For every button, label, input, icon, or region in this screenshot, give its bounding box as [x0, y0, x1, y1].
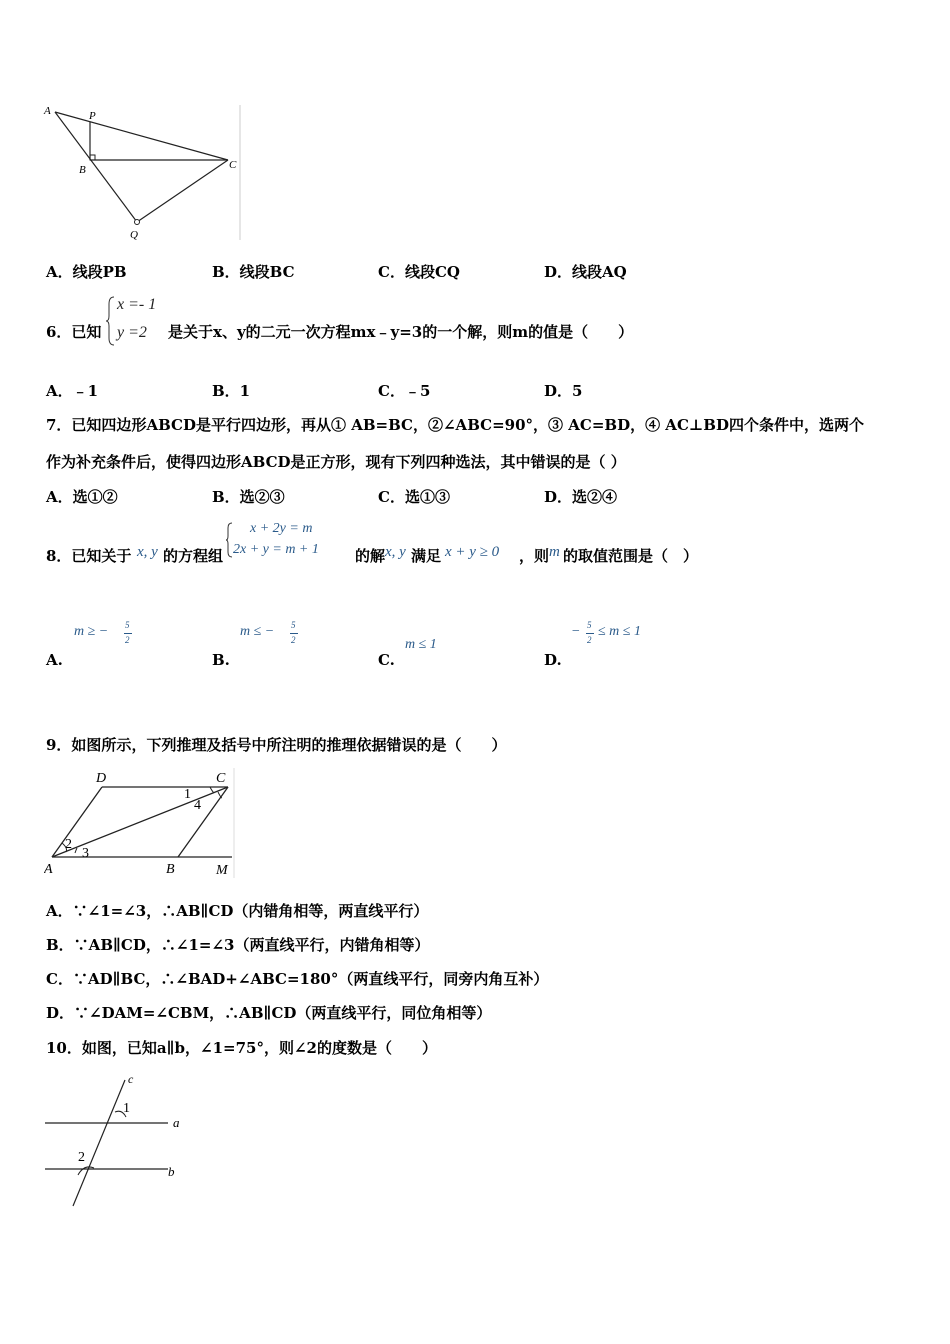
q8-option-a-letter[interactable]: A.: [46, 651, 63, 669]
q7-option-c[interactable]: C．选①③: [378, 488, 450, 506]
q8-option-d-rhs: ≤ m ≤ 1: [598, 624, 641, 639]
q5-line-ac: [55, 112, 228, 160]
q8-stem-part4: 满足: [411, 547, 442, 565]
q7-option-a[interactable]: A．选①②: [46, 488, 118, 506]
q6-option-b[interactable]: B．1: [212, 382, 251, 400]
q10-label-a: a: [173, 1115, 180, 1130]
q10-angle-1: 1: [123, 1101, 130, 1116]
q5-option-a[interactable]: A．线段PB: [46, 263, 127, 281]
q6-eq1: x =- 1: [117, 296, 157, 313]
q8-option-c-letter[interactable]: C.: [378, 651, 395, 669]
q5-line-aq: [55, 112, 137, 222]
q5-option-d[interactable]: D．线段AQ: [544, 263, 627, 281]
q10-label-c: c: [128, 1072, 134, 1086]
q9-figure: [44, 766, 244, 881]
q8-option-a-den: 2: [125, 635, 130, 645]
q8-stem-part3: 的解: [355, 547, 386, 565]
q10-stem: 10．如图，已知a∥b，∠1=75°，则∠2的度数是（ ）: [46, 1039, 437, 1057]
q8-stem-part2: 的方程组: [163, 547, 224, 565]
q9-label-b: B: [166, 862, 175, 877]
q8-option-c-value[interactable]: m ≤ 1: [405, 637, 437, 652]
q5-label-p: P: [89, 110, 96, 122]
q5-figure: [40, 100, 250, 245]
q6-number: 6．已知: [46, 323, 102, 341]
q9-option-b[interactable]: B．∵AB∥CD，∴∠1=∠3（两直线平行，内错角相等）: [46, 936, 430, 954]
q8-option-b-lhs[interactable]: m ≤ −: [240, 624, 275, 639]
q8-system-eq1: x + 2y = m: [250, 521, 313, 536]
q9-option-d[interactable]: D．∵∠DAM=∠CBM，∴AB∥CD（两直线平行，同位角相等）: [46, 1004, 492, 1022]
q10-figure: [40, 1068, 200, 1213]
q8-var-xy-2: x, y: [385, 544, 406, 560]
q9-option-c[interactable]: C．∵AD∥BC，∴∠BAD+∠ABC=180°（两直线平行，同旁内角互补）: [46, 970, 549, 988]
q8-stem-part6: 的取值范围是（ ）: [563, 547, 699, 565]
q7-stem-line1: 7．已知四边形ABCD是平行四边形，再从① AB=BC，②∠ABC=90°，③ AC=BD，④ AC⊥BD四个条件中，选两个: [46, 416, 864, 434]
q10-angle-2: 2: [78, 1150, 85, 1165]
q8-option-b-letter[interactable]: B.: [212, 651, 230, 669]
q9-label-a: A: [44, 862, 53, 877]
q8-system-eq2: 2x + y = m + 1: [233, 542, 319, 557]
q9-angle-2: 2: [65, 837, 72, 852]
q5-label-b: B: [79, 164, 86, 176]
q5-label-a: A: [44, 105, 51, 117]
q9-label-c: C: [216, 771, 226, 786]
q6-option-d[interactable]: D．5: [544, 382, 583, 400]
q6-eq2: y =2: [117, 324, 147, 341]
q8-option-a-lhs[interactable]: m ≥ −: [74, 624, 109, 639]
q8-option-d-den: 2: [587, 635, 592, 645]
q8-option-b-den: 2: [291, 635, 296, 645]
q8-stem-part1: 8．已知关于: [46, 547, 132, 565]
q5-label-q: Q: [130, 229, 138, 241]
q8-option-b-num: 5: [291, 620, 296, 630]
q8-option-d-pre[interactable]: −: [571, 624, 581, 639]
q5-label-c: C: [229, 159, 237, 171]
q7-option-b[interactable]: B．选②③: [212, 488, 285, 506]
q9-option-a[interactable]: A．∵∠1=∠3，∴AB∥CD（内错角相等，两直线平行）: [46, 902, 429, 920]
q8-option-a-num: 5: [125, 620, 130, 630]
q9-label-m: M: [216, 863, 228, 878]
q10-line-c: [73, 1080, 125, 1206]
q6-brace: [106, 296, 116, 346]
q8-stem-part5: ，则: [519, 547, 550, 565]
q9-angle-4: 4: [194, 798, 201, 813]
q8-var-xy: x, y: [137, 544, 158, 560]
q10-label-b: b: [168, 1164, 175, 1179]
q9-stem: 9．如图所示，下列推理及括号中所注明的推理依据错误的是（ ）: [46, 736, 507, 754]
q9-line-ac: [52, 787, 228, 857]
q8-option-d-num: 5: [587, 620, 592, 630]
q9-label-d: D: [96, 771, 107, 786]
q6-option-a[interactable]: A．﹣1: [46, 382, 99, 400]
q6-option-c[interactable]: C．﹣5: [378, 382, 431, 400]
q7-stem-line2: 作为补充条件后，使得四边形ABCD是正方形，现有下列四种选法，其中错误的是（ ）: [46, 453, 626, 471]
q5-option-b[interactable]: B．线段BC: [212, 263, 295, 281]
q8-condition: x + y ≥ 0: [445, 544, 500, 560]
q8-option-d-letter[interactable]: D.: [544, 651, 562, 669]
q6-stem: 是关于x、y的二元一次方程mx﹣y=3的一个解，则m的值是（ ）: [168, 323, 634, 341]
q5-option-c[interactable]: C．线段CQ: [378, 263, 460, 281]
q5-line-cq: [137, 160, 228, 222]
q9-angle-1: 1: [184, 787, 191, 802]
q9-angle-3: 3: [82, 846, 89, 861]
q8-var-m: m: [549, 544, 560, 560]
q7-option-d[interactable]: D．选②④: [544, 488, 618, 506]
